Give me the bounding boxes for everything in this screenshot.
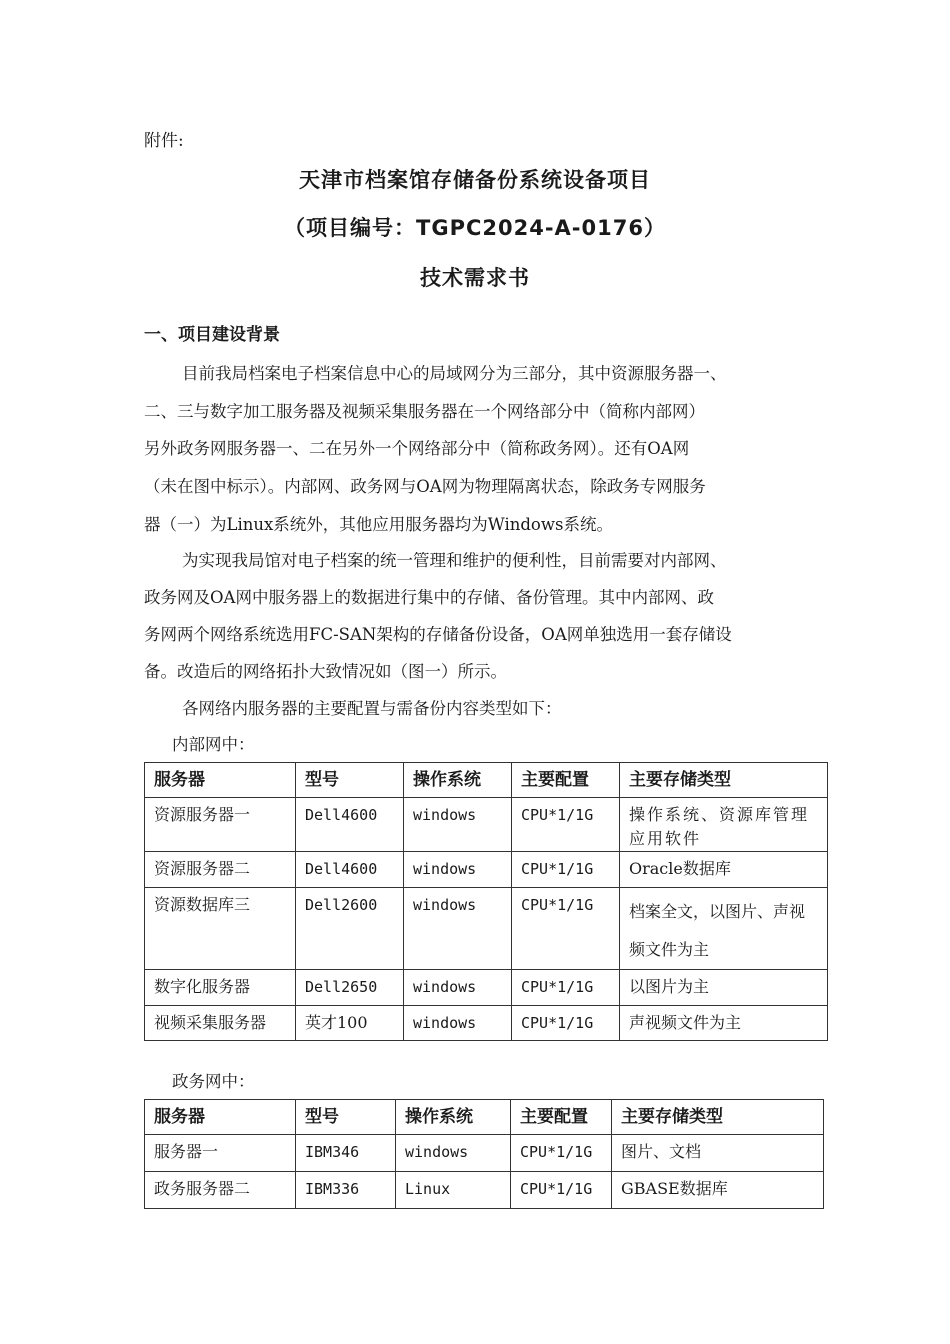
paragraph-line: 各网络内服务器的主要配置与需备份内容类型如下： — [182, 699, 562, 718]
table-row — [145, 852, 828, 888]
table-cell: windows — [404, 852, 512, 888]
table-cell: windows — [404, 798, 512, 852]
table-cell: 声视频文件为主 — [620, 1006, 828, 1041]
header-cell: 主要配置 — [511, 1100, 612, 1135]
paragraph-line: 备。改造后的网络拓扑大致情况如（图一）所示。 — [144, 662, 507, 681]
paragraph-line: 器（一）为Linux系统外，其他应用服务器均为Windows系统。 — [144, 515, 613, 534]
paragraph-line: （未在图中标示）。内部网、政务网与OA网为物理隔离状态，除政务专网服务 — [144, 477, 706, 496]
header-cell: 型号 — [296, 1100, 396, 1135]
table-cell: windows — [396, 1135, 511, 1172]
internal-server-table — [144, 762, 828, 1041]
header-cell: 主要存储类型 — [620, 763, 828, 798]
document-type: 技术需求书 — [420, 266, 530, 290]
table-cell: 服务器一 — [145, 1135, 296, 1172]
header-cell: 操作系统 — [396, 1100, 511, 1135]
header-cell: 服务器 — [145, 1100, 296, 1135]
table-cell: CPU*1/1G — [512, 798, 620, 852]
header-cell: 型号 — [296, 763, 404, 798]
table-cell: 图片、文档 — [612, 1135, 824, 1172]
paragraph-line: 为实现我局馆对电子档案的统一管理和维护的便利性，目前需要对内部网、 — [182, 551, 727, 570]
table-cell: Linux — [396, 1172, 511, 1209]
table-row — [145, 798, 828, 852]
table-cell: Dell2600 — [296, 888, 404, 970]
header-cell: 服务器 — [145, 763, 296, 798]
table-row — [145, 888, 828, 970]
header-cell: 主要存储类型 — [612, 1100, 824, 1135]
table-cell: 英才100 — [296, 1006, 404, 1041]
table-row — [145, 1172, 824, 1209]
table-cell: CPU*1/1G — [512, 1006, 620, 1041]
paragraph-line: 务网两个网络系统选用FC-SAN架构的存储备份设备，OA网单独选用一套存储设 — [144, 625, 732, 644]
table-cell: 资源数据库三 — [145, 888, 296, 970]
table-row — [145, 1006, 828, 1041]
table-cell: 以图片为主 — [620, 970, 828, 1006]
table-row — [145, 1135, 824, 1172]
table-row — [145, 970, 828, 1006]
table-cell: CPU*1/1G — [512, 888, 620, 970]
paragraph-line: 政务网及OA网中服务器上的数据进行集中的存储、备份管理。其中内部网、政 — [144, 588, 714, 607]
table-cell: 资源服务器二 — [145, 852, 296, 888]
internal-network-label: 内部网中： — [172, 735, 255, 754]
table-cell: 档案全文，以图片、声视频文件为主 — [620, 888, 828, 970]
table-cell: 数字化服务器 — [145, 970, 296, 1006]
table-cell: GBASE数据库 — [612, 1172, 824, 1209]
table-header-row — [145, 1100, 824, 1135]
table-cell: CPU*1/1G — [511, 1172, 612, 1209]
table-cell: windows — [404, 970, 512, 1006]
table-cell: windows — [404, 888, 512, 970]
paragraph-line: 二、三与数字加工服务器及视频采集服务器在一个网络部分中（简称内部网） — [144, 402, 705, 421]
gov-server-table — [144, 1099, 824, 1209]
table-cell: 资源服务器一 — [145, 798, 296, 852]
table-cell: IBM346 — [296, 1135, 396, 1172]
table-cell: 政务服务器二 — [145, 1172, 296, 1209]
table-cell: CPU*1/1G — [511, 1135, 612, 1172]
table-cell: Dell2650 — [296, 970, 404, 1006]
table-cell: windows — [404, 1006, 512, 1041]
paragraph-line: 另外政务网服务器一、二在另外一个网络部分中（简称政务网）。还有OA网 — [144, 439, 690, 458]
gov-network-label: 政务网中： — [172, 1072, 255, 1091]
table-cell: Dell4600 — [296, 852, 404, 888]
header-cell: 操作系统 — [404, 763, 512, 798]
header-cell: 主要配置 — [512, 763, 620, 798]
attachment-label: 附件: — [144, 131, 184, 151]
document-title: 天津市档案馆存储备份系统设备项目 — [299, 168, 651, 192]
table-cell: Oracle数据库 — [620, 852, 828, 888]
table-cell: CPU*1/1G — [512, 970, 620, 1006]
table-cell: Dell4600 — [296, 798, 404, 852]
table-cell: CPU*1/1G — [512, 852, 620, 888]
section-heading: 一、项目建设背景 — [144, 325, 280, 345]
paragraph-line: 目前我局档案电子档案信息中心的局域网分为三部分，其中资源服务器一、 — [182, 364, 727, 383]
table-cell: 操作系统、资源库管理应用软件 — [620, 798, 828, 852]
table-cell: 视频采集服务器 — [145, 1006, 296, 1041]
table-header-row — [145, 763, 828, 798]
table-cell: IBM336 — [296, 1172, 396, 1209]
project-number: （项目编号：TGPC2024-A-0176） — [284, 216, 666, 240]
